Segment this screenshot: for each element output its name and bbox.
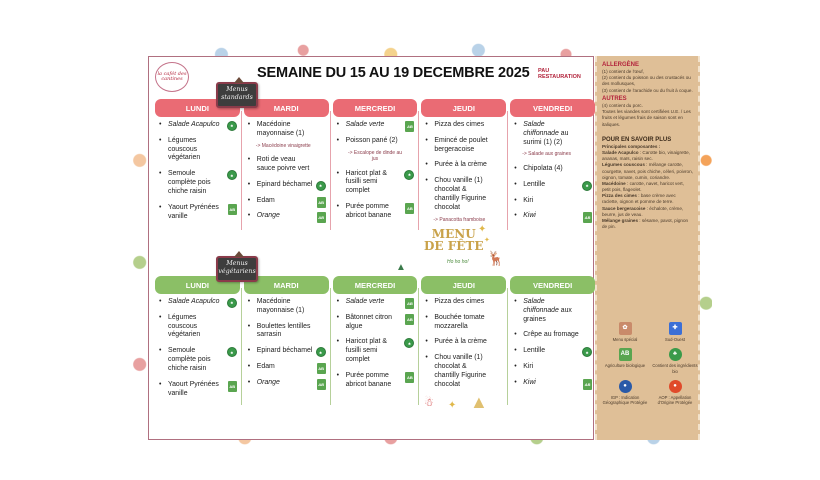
dish-item [514,379,593,388]
standard-menu-section [155,99,595,230]
allergene-item: (3) contient de l'arachide ou du fruit à coque. [602,87,693,93]
dish-item [337,338,416,364]
dish-item [248,363,327,372]
day-header: JEUDI [421,99,506,117]
day-header: LUNDI [155,99,240,117]
ab-bio-label-icon: AB [317,197,326,208]
dish-item [159,381,238,399]
dish-item [514,121,593,147]
autres-item: Toutes les viandes sont certifiées U.E. / Les fruits et légumes frais de saison sont en italiques. [602,109,691,127]
dish-name: Haricot plat & fusilli semi complet [345,338,387,364]
dish-name: Poisson pané (2) [345,136,398,144]
dish-name: Macédoine mayonnaise (1) [256,298,305,314]
dish-item [514,165,593,174]
page-title: SEMAINE DU 15 AU 19 DECEMBRE 2025 [257,65,530,81]
ab-bio-label-icon: AB [583,212,592,223]
legend-item [650,380,700,406]
composante-item [602,181,693,193]
bio-ingredients-icon: ♣ [404,170,414,180]
dish-name: Purée pomme abricot banane [345,203,392,219]
autres-title: AUTRES [602,95,627,102]
dish-name: Macédoine mayonnaise (1) [256,121,305,137]
sparkle-icon: ✦ [484,237,490,244]
dish-item [514,197,593,206]
composante-desc: : échalote, crème, beurre, jus de veau. [602,205,684,217]
dish-name: Salade verte [345,121,385,128]
dish-item [337,137,416,146]
dish-name: Roti de veau sauce poivre vert [256,156,310,172]
dish-name: Orange [256,378,280,386]
dish-item [248,156,327,174]
dish-item [514,347,593,356]
dish-name: Légumes couscous végétarien [168,136,201,162]
composante-name: Macédoine [602,180,626,186]
legend-label: Contient des ingrédients bio [652,363,698,374]
day-header: MARDI [244,276,329,294]
dish-name: Kiri [523,363,534,371]
composante-item [602,193,693,205]
day-header: VENDREDI [510,99,595,117]
day-column-jeudi [421,276,506,405]
dish-name: Boulettes lentilles sarrasin [256,322,311,339]
dish-item [425,161,504,170]
dish-list [421,117,506,223]
dish-name: Kiwi [523,212,536,220]
dish-item [159,121,238,130]
day-column-mardi [244,99,329,230]
dish-item [248,347,327,356]
allergene-item: (2) contient du poisson ou des crustacés ou des mollusques, [602,75,691,87]
autres-list [602,103,693,128]
composante-name: Pizza des cimes [602,193,637,199]
dish-item [514,363,593,372]
autres-item: (4) contient du porc. [602,102,643,108]
board-vegetarian: Menus végétariens [216,256,258,282]
board-standard: Menus standards [216,82,258,108]
dish-list [333,294,418,390]
dish-name: Chipolata (4) [523,164,563,172]
dish-name: Emincé de poulet bergeracoise [434,136,488,153]
dish-item [425,177,504,212]
dish-item [248,212,327,221]
dish-item [425,314,504,332]
snowman-icon: ☃ [424,397,434,409]
savoir-title: POUR EN SAVOIR PLUS [602,136,672,143]
ab-bio-label-icon: AB [405,121,414,132]
dish-alternative: -> Escalope de dinde au jus [347,149,403,163]
label-legend [600,322,700,405]
dish-name-rest: au surimi (1) (2) [523,129,569,146]
day-header: VENDREDI [510,276,595,294]
dish-item [248,379,327,388]
day-column-lundi [155,276,240,405]
dish-list [510,117,595,221]
dish-name: Purée à la crème [434,338,487,346]
brand-bottom: RESTAURATION [538,73,581,80]
vegetarian-menu-section [155,276,595,405]
fete-line1: MENU [431,227,476,241]
dish-name: Epinard béchamel [256,347,313,355]
dish-name: Lentille [523,180,546,188]
dish-name: Haricot plat & fusilli semi complet [345,169,387,195]
sparkle-icon: ✦ [478,224,487,235]
dish-name: Salade verte [345,298,385,305]
composante-name: Mélange graines [602,218,638,224]
dish-name: Semoule complète pois chiche raisin [168,347,211,372]
dish-name: Kiri [523,196,534,204]
ab-bio-label-icon: AB [317,379,326,390]
dish-item [425,137,504,155]
bio-ingredients-icon: ♣ [582,347,592,357]
day-column-jeudi [421,99,506,230]
dish-item [514,181,593,190]
fete-line2: DE FÊTE [424,239,484,253]
allergene-title: ALLERGÈNE [602,62,640,68]
ab-bio-label-icon: AB [583,379,592,390]
dish-name: Edam [256,196,275,204]
sparkle-icon: ✦ [448,400,457,411]
dish-name: Bouchée tomate mozzarella [434,313,485,330]
dish-item [248,323,327,341]
dish-name-italic: Salade chiffonnade [523,121,559,137]
ab-bio-label-icon: AB [405,314,414,325]
dish-item [337,203,416,221]
dish-name: Salade Acapulco [168,298,220,305]
dish-item [337,372,416,390]
igp-icon: ● [619,380,632,393]
gold-tree-icon: ▲ [470,392,488,412]
legend-label: Agriculture biologique [604,363,646,369]
dish-name: Lentille [523,347,546,355]
dish-list [155,117,240,221]
dish-name: Pizza des cimes [434,121,485,128]
brand-top: PAU [538,68,550,74]
bio-ingredients-icon: ♣ [316,181,326,191]
dish-name: Chou vanille (1) chocolat & chantilly Figurine chocolat [434,177,487,211]
dish-name: Salade Acapulco [168,121,220,128]
composante-desc: : mélange carotte, courgette, navet, pois chiche, céleri, poivron, oignon, tomate, cumin, coriandre. [602,162,693,180]
day-column-mardi [244,276,329,405]
ab-bio-label-icon: AB [317,212,326,223]
dish-item [337,298,416,307]
dish-name: Yaourt Pyrénées vanille [168,203,219,220]
ab-bio-label-icon: AB [228,381,237,392]
dish-item [425,354,504,389]
composante-item [602,150,693,162]
dish-alternative: -> Panacotta framboise [433,216,486,223]
dish-name: Bâtonnet citron algue [345,313,392,330]
day-header: MERCREDI [333,276,418,294]
ab-bio-label-icon: AB [405,298,414,309]
dish-name: Purée pomme abricot banane [345,371,392,388]
menu-fete-title [424,228,483,252]
composante-desc: : carotte, navet, haricot vert, petit pois, flageolet. [602,180,684,193]
cafet-logo [155,62,189,92]
day-header: MERCREDI [333,99,418,117]
composante-name: Salade Acapulco [602,149,639,155]
dish-item [425,338,504,347]
bio-ingredients-icon: ♣ [227,170,237,180]
composante-item [602,218,693,230]
dish-item [159,204,238,222]
dish-list [244,294,329,388]
dish-name-rest: aux graines [523,306,572,323]
dish-item [337,121,416,130]
composante-desc: : base crème avec raclette, oignon et pomme de terre. [602,193,676,205]
day-header: LUNDI [155,276,240,294]
ab-bio-label-icon: AB [405,372,414,383]
ab-bio-label-icon: AB [405,203,414,214]
dish-item [425,298,504,307]
allergene-list [602,69,693,94]
bio-ingredients-icon: ♣ [316,347,326,357]
dish-item [425,121,504,130]
dish-item [337,170,416,196]
dish-name: Orange [256,212,280,220]
dish-item [248,298,327,316]
dish-item [248,181,327,190]
dish-item [159,170,238,196]
composante-desc: : sésame, pavot, pignon de pin. [602,218,689,230]
legend-label: Menu spécial [612,337,638,342]
legend-item [650,322,700,342]
dish-name: Semoule complète pois chiche raisin [168,170,211,195]
dish-item [159,137,238,163]
hoho-tagline: Ho ho ho! [447,259,469,265]
menu-special-icon: ✿ [619,322,632,335]
dish-list [510,294,595,388]
reindeer-icon: 🦌 [487,250,505,266]
dish-alternative: -> Macédoine vinaigrette [255,142,311,149]
dish-name: Pizza des cimes [434,298,485,305]
day-column-vendredi [510,276,595,405]
legend-item [650,348,700,374]
dish-name-italic: Salade chiffonnade [523,298,559,314]
composante-item [602,162,693,181]
ab-bio-label-icon: AB [317,363,326,374]
dish-name: Kiwi [523,378,536,386]
composante-name: Légumes couscous [602,162,645,168]
agriculture-bio-icon: AB [619,348,632,361]
day-header: JEUDI [421,276,506,294]
bio-ingredients-icon: ♣ [404,338,414,348]
christmas-tree-icon: ▲ [396,262,406,273]
dish-item [159,347,238,373]
sud-ouest-icon: ✚ [669,322,682,335]
dish-name: Légumes couscous végétarien [168,313,201,339]
dish-name: Purée à la crème [434,161,487,169]
dish-list [333,117,418,221]
day-column-mercredi [333,99,418,230]
aop-icon: ● [669,380,682,393]
dish-item [514,331,593,340]
composantes-list [602,150,693,230]
legend-label: AOP : Appellation d'Origine Protégée [657,394,693,405]
dish-item [514,212,593,221]
ab-bio-label-icon: AB [228,204,237,215]
composante-desc: : Carotte bio, vinaigrette, ananas, maïs, raisin sec. [602,149,690,162]
legend-item [600,348,650,374]
dish-list [421,294,506,390]
day-column-lundi [155,99,240,230]
bio-ingredients-icon: ♣ [582,181,592,191]
dish-list [244,117,329,221]
dish-item [159,298,238,307]
composantes-title: Principales composantes : [602,143,661,149]
dish-name: Edam [256,363,275,371]
allergene-item: (1) contient de l'œuf, [602,69,644,75]
dish-item [337,314,416,332]
logo-text: la cafét des cantines [157,70,187,82]
dish-name: Chou vanille (1) chocolat & chantilly Figurine chocolat [434,354,487,388]
legend-label: IGP : Indication Géographique Protégée [602,394,648,405]
bio-ingredients-icon: ♣ [227,121,237,131]
legend-label: Sud-Ouest [664,337,686,342]
pau-restauration-logo [538,69,581,81]
bio-ingredients-icon: ♣ [227,347,237,357]
legend-item [600,322,650,342]
day-column-vendredi [510,99,595,230]
dish-item [514,298,593,324]
composante-item [602,206,693,218]
bio-ingredients-icon: ♣ [227,298,237,308]
day-header: MARDI [244,99,329,117]
dish-name: Epinard béchamel [256,180,313,188]
dish-list [155,294,240,398]
dish-name: Crêpe au fromage [523,331,579,339]
ingredients-bio-icon: ♣ [669,348,682,361]
dish-alternative: -> Salade aux graines [522,151,571,158]
composante-name: Sauce bergeracoise [602,205,646,211]
dish-item [248,197,327,206]
day-column-mercredi [333,276,418,405]
dish-item [248,121,327,139]
legend-item [600,380,650,406]
dish-name: Yaourt Pyrénées vanille [168,380,219,397]
dish-item [159,314,238,340]
